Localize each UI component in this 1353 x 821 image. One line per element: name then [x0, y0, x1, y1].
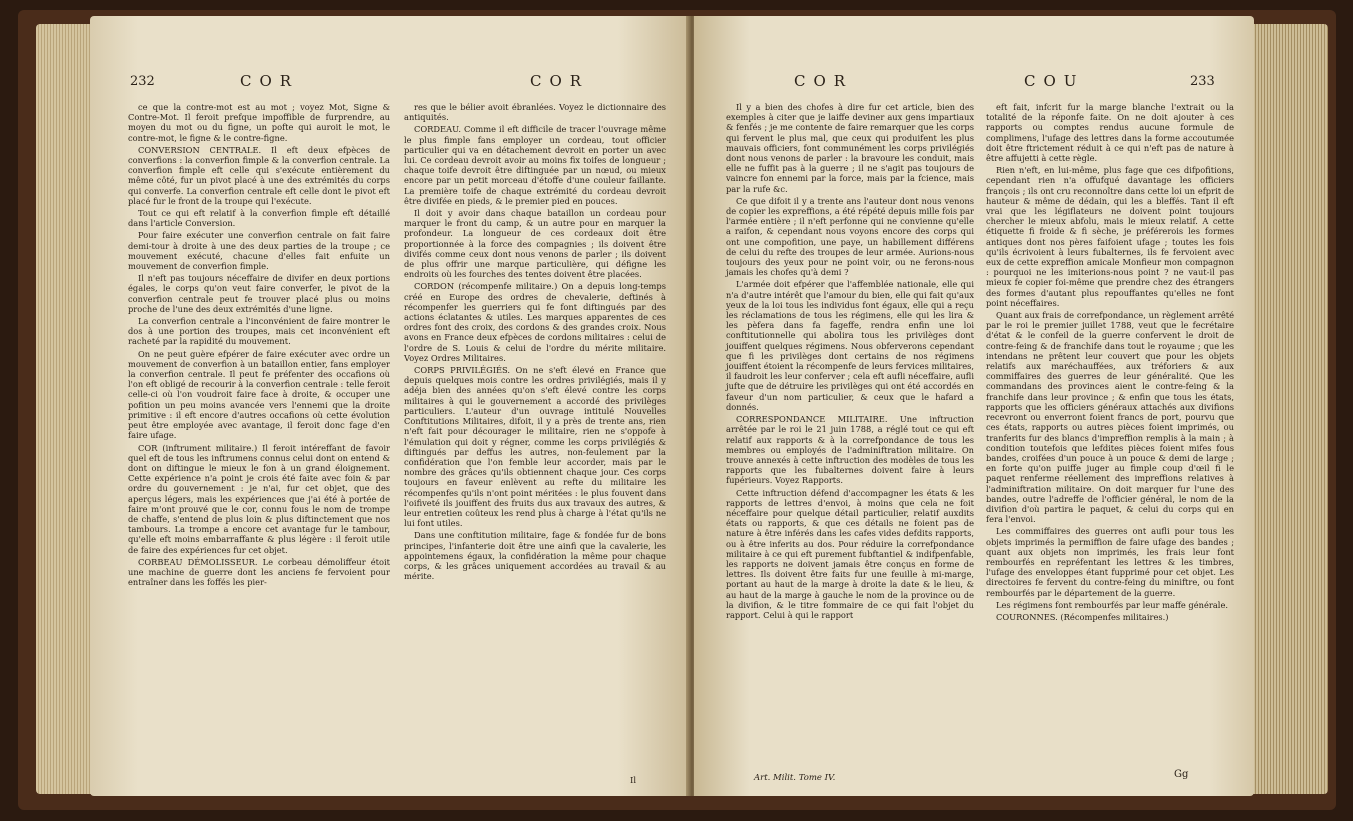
right-fore-edge [1250, 24, 1328, 794]
paragraph: CORBEAU DÉMOLISSEUR. Le corbeau démoliffeur étoit une machine de guerre dont les anciens fe fervoient pour entraîner dans les foffés les pier- [128, 556, 390, 588]
text-column-2 [986, 102, 1234, 624]
paragraph: CORDON (récompenfe militaire.) On a depuis long-temps créé en Europe des ordres de chevalerie, deftinés à récompenfer les guerriers qui fe font diftingués par des actions éclatantes & utiles. Les marques apparentes de ces ordres font des croix, des cordons & des grandes croix. Nous avons en France deux efpèces de cordons militaires : celui de l'ordre de S. Louis & celui de l'ordre du mérite militaire. Voyez Ordres Militaires. [404, 281, 666, 363]
paragraph: CORDEAU. Comme il eft difficile de tracer l'ouvrage même le plus fimple fans employer un cordeau, tout officier particulier qui va en détachement devroit en porter un avec lui. Ce cordeau devroit avoir au moins fix toifes de longueur ; chaque toife devroit être diftinguée par un nœud, ou mieux encore par un petit morceau d'étoffe d'une couleur faillante. La première toife de chaque extrémité du cordeau devroit être divifée en pieds, & le premier pied en pouces. [404, 124, 666, 206]
left-page [90, 16, 690, 796]
text-column-1 [726, 102, 974, 622]
paragraph: CORPS PRIVILÉGIÉS. On ne s'eft élevé en France que depuis quelques mois contre les ordres privilégiés, mais il y adéja bien des années qu'on s'eft élevé contre les corps militaires à qui le gouvernement a accordé des privilèges particuliers. L'auteur d'un ouvrage intitulé Nouvelles Conftitutions Militaires, difoit, il y a près de trente ans, rien n'eft fait pour décourager le militaire, rien ne s'oppofe à l'émulation qui doit y régner, comme les corps privilégiés & diftingués par deffus les autres, non-feulement par la confidération que l'on femble leur accorder, mais par le nombre des grâces qu'ils obtiennent chaque jour. Ces corps toujours en faveur enlèvent au refte du militaire les récompenfes qu'ils n'ont point méritées : le plus fouvent dans l'oifiveté ils jouiffent des fruits dus aux travaux des autres, & leur entretien coûteux les rend plus à charge à l'état qu'ils ne lui font utiles. [404, 365, 666, 529]
paragraph: COR (inftrument militaire.) Il feroit intéreffant de favoir quel eft de tous les inftrumens connus celui dont on entend & dont on diftingue le mieux le fon à un grand éloignement. Cette expérience n'a point je crois été faite avec foin & par ordre du gouvernement : je n'ai, fur cet objet, que des aperçus légers, mais les expériences que j'ai été à portée de faire m'ont prouvé que le cor, connu fous le nom de trompe de chaffe, s'entend de plus loin & plus diftinctement que nos tambours. La trompe a encore cet avantage fur le tambour, qu'elle eft moins embarraffante & plus légère : il feroit utile de faire des expériences fur cet objet. [128, 442, 390, 555]
left-fore-edge [36, 24, 96, 794]
page-number: 232 [130, 74, 155, 89]
paragraph: Dans une conftitution militaire, fage & fondée fur de bons principes, l'infanterie doit être une ainfi que la cavalerie, les appointemens égaux, la confidération la même pour chaque corps, & les grâces uniquement accordées au travail & au mérite. [404, 530, 666, 582]
text-column-1 [128, 102, 390, 589]
running-head-right: COR [530, 72, 590, 90]
paragraph: ce que la contre-mot est au mot ; voyez Mot, Signe & Contre-Mot. Il feroit prefque impoffible de furprendre, au moyen du mot ou du figne, un pofte qui auroit le mot, le contre-mot, le figne & le contre-figne. [128, 102, 390, 143]
volume-footer: Art. Milit. Tome IV. [754, 773, 836, 783]
paragraph: Rien n'eft, en lui-même, plus fage que ces difpofitions, cependant rien n'a offufqué davantage les officiers françois ; ils ont cru reconnoître dans cette loi un efprit de hauteur & même de dédain, qui les a bleffés. Tant il eft vrai que les légiflateurs ne doivent point toujours chercher le mieux abfolu, mais le mieux relatif. A cette étiquette fi froide & fi sèche, je préférerois les formes antiques dont nos pères faifoient ufage ; toutes les fois qu'ils écrivoient à leurs fubalternes, ils fe fervoient avec eux de cette expreffion amicale Monfieur mon compagnon : pourquoi ne les imiterions-nous point ? ne vaut-il pas mieux fe copier foi-même que prendre chez des étrangers des formes d'autant plus repouffantes qu'elles ne font point néceffaires. [986, 165, 1234, 308]
paragraph: Quant aux frais de correfpondance, un règlement arrêté par le roi le premier juillet 1788, veut que le fecrétaire d'état & le confeil de la guerre confervent le droit de contre-feing & de franchife dans tout le royaume ; que les intendans ne prêtent leur couvert que pour les objets relatifs aux maréchauffées, aux tréforiers & aux commiffaires des guerres de leur généralité. Que les commandans des provinces aient le contre-feing & la franchife dans leur province ; & enfin que tous les états, rapports que les officiers généraux attachés aux divifions recevront ou enverront foient francs de port, pourvu que ces états, rapports ou autres pièces foient imprimés, ou tranferits fur des blancs d'impreffion remplis à la main ; à condition toutefois que lefdites pièces foient mifes fous bandes, croifées d'un pouce à un pouce & demi de large ; en forte qu'on puiffe juger au fimple coup d'œil fi le paquet renferme réellement des impreffions relatives à l'adminiftration militaire. On doit marquer fur l'une des bandes, outre l'adreffe de l'officier général, le nom de la divifion d'où partira le paquet, & celui du corps qui en fera l'envoi. [986, 310, 1234, 525]
paragraph: Il y a bien des chofes à dire fur cet article, bien des exemples à citer que je laiffe deviner aux gens impartiaux & fenfés ; je me contente de faire remarquer que les corps qui fervent le plus mal, que ceux qui produifent les plus mauvais officiers, font communément les corps privilégiés dont nous venons de parler : la bravoure les conduit, mais elle ne fuffit pas à la guerre ; il ne s'agit pas toujours de vaincre fon ennemi par la force, mais par la fcience, mais par la rufe &c. [726, 102, 974, 194]
catchword: Il [630, 776, 637, 786]
paragraph: Cette inftruction défend d'accompagner les états & les rapports de lettres d'envoi, à moins que cela ne foit néceffaire pour quelque détail particulier, relatif auxdits états ou rapports, & que ces détails ne foient pas de nature à être inférés dans les cafes vides defdits rapports, ou à être inferits au dos. Pour réduire la correfpondance militaire à ce qui eft purement fubftantiel & indifpenfable, les rapports ne doivent jamais être conçus en forme de lettres. Ils doivent être faits fur une feuille à mi-marge, portant au haut de la marge à droite la date & le lieu, & au haut de la marge à gauche le nom de la province ou de la divifion, & le titre fommaire de ce qui fait l'objet du rapport. Celui à qui le rapport [726, 487, 974, 620]
paragraph: Les régimens font rembourfés par leur maffe générale. [996, 599, 1229, 610]
paragraph: Ce que difoit il y a trente ans l'auteur dont nous venons de copier les expreffions, a été répété depuis mille fois par l'armée entière ; il n'eft perfonne qui ne convienne qu'elle a raifon, & cependant nous voyons encore des corps qui ont une compofition, une paye, un habillement différens de celui du refte des troupes de leur armée. Aurions-nous toujours des yeux pour ne point voir, ou ne ferons-nous jamais les chofes qu'à demi ? [726, 195, 974, 278]
paragraph: CORRESPONDANCE MILITAIRE. Une inftruction arrêtée par le roi le 21 juin 1788, a réglé tout ce qui eft relatif aux rapports & à la correfpondance de tous les membres ou employés de l'adminiftration militaire. On trouve annexés à cette inftruction des modèles de tous les rapports que les fubalternes doivent faire à leurs fupérieurs. Voyez Rapports. [726, 414, 974, 486]
paragraph: Tout ce qui eft relatif à la converfion fimple eft détaillé dans l'article Conversion. [128, 208, 390, 229]
running-head-right: COU [1024, 72, 1085, 90]
paragraph: On ne peut guère efpérer de faire exécuter avec ordre un mouvement de converfion à un bataillon entier, fans employer la converfion centrale. Il peut fe préfenter des occafions où l'on eft obligé de recourir à la converfion centrale : telle feroit celle-ci où l'on voudroit faire face à droite, & occuper une pofition un peu moins avancée vers l'ennemi que la droite primitive : il eft encore d'autres occafions où cette évolution peut être employée avec avantage, il feroit donc fage d'en faire ufage. [128, 348, 390, 441]
signature-mark: Gg [1174, 769, 1189, 780]
paragraph: res que le bélier avoit ébranlées. Voyez le dictionnaire des antiquités. [404, 102, 666, 123]
paragraph: La converfion centrale a l'inconvénient de faire montrer le dos à une portion des troupes, mais cet inconvénient eft racheté par la rapidité du mouvement. [128, 316, 390, 347]
paragraph: COURONNES. (Récompenfes militaires.) [996, 611, 1169, 622]
running-head-left: COR [794, 72, 854, 90]
paragraph: Il doit y avoir dans chaque bataillon un cordeau pour marquer le front du camp, & un autre pour en marquer la profondeur. La longueur de ces cordeaux doit être proportionnée à la force des compagnies ; ils doivent être divifés comme ceux dont nous venons de parler ; ils doivent de plus offrir une marque particulière, qui défigne les endroits où les fourches des tentes doivent être placées. [404, 208, 666, 280]
right-page [694, 16, 1254, 796]
page-number: 233 [1190, 74, 1215, 89]
paragraph: Il n'eft pas toujours néceffaire de divifer en deux portions égales, le corps qu'on veut faire converfer, le pivot de la converfion centrale peut fe trouver placé plus ou moins proche de l'une des deux extrémités d'une ligne. [128, 273, 390, 314]
paragraph: Pour faire exécuter une converfion centrale on fait faire demi-tour à droite à une des deux parties de la troupe ; ce mouvement exécuté, chacune d'elles fait enfuite un mouvement de converfion fimple. [128, 230, 390, 272]
text-column-2 [404, 102, 666, 583]
book-spread [18, 10, 1336, 810]
paragraph: L'armée doit efpérer que l'affemblée nationale, elle qui n'a d'autre intérêt que l'amour du bien, elle qui fait qu'aux yeux de la loi tous les individus font égaux, elle qui a reçu les réclamations de tous les régimens, elle qui les lira & les pèfera dans fa fageffe, rendra enfin une loi conftitutionnelle qui abolira tous les privilèges dont jouiffent quelques régimens. Nous obferverons cependant que fi les privilèges dont certains de nos régimens jouiffent étoient la récompenfe de leurs fervices militaires, il faudroit les leur conferver ; cela eft aufli néceffaire, aufli jufte que de détruire les privilèges qui ont été accordés en faveur d'un nom particulier, & ceux que le hafard a donnés. [726, 279, 974, 412]
running-head-left: COR [240, 72, 300, 90]
paragraph: CONVERSION CENTRALE. Il eft deux efpèces de converfions : la converfion fimple & la converfion centrale. La converfion fimple eft celle qui s'exécute entièrement du même côté, fur un pivot placé à une des extrémités du corps qui converfe. La converfion centrale eft celle dont le pivot eft placé fur le front de la troupe qui l'exécute. [128, 144, 390, 206]
paragraph: eft fait, infcrit fur la marge blanche l'extrait ou la totalité de la réponfe faite. On ne doit ajouter à ces rapports ou comptes rendus aucune formule de complimens, l'ufage des lettres dans la forme accoutumée doit être ftrictement réduit à ce qui n'eft pas de nature à être affujetti à cette règle. [986, 102, 1234, 164]
paragraph: Les commiffaires des guerres ont aufli pour tous les objets imprimés la permiffion de faire ufage des bandes ; quant aux objets non imprimés, les frais leur font rembourfés en repréfentant les lettres & les timbres, l'ufage des enveloppes étant fupprimé pour cet objet. Les directoires fe fervent du contre-feing du miniftre, ou font rembourfés par le département de la guerre. [986, 526, 1234, 598]
